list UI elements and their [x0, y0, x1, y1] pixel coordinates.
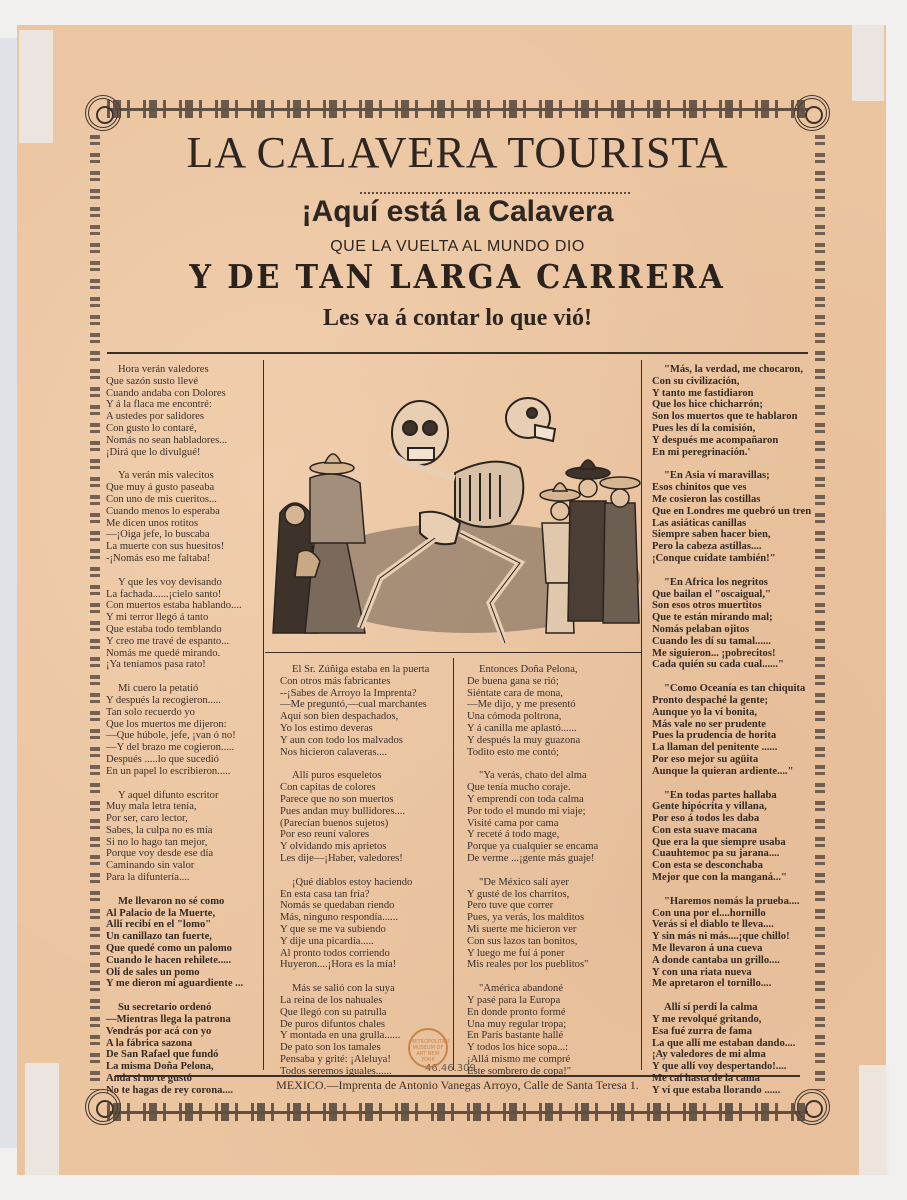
verse-stanza: "En Asia ví maravillas; Esos chinitos que ves Me cosieron las costillas Que en Londres me quebró un tren Las asiáticas canillas Siempre saben hacer bien, Pero la cabeza astillas.... ¡Conque cuídate también!"	[652, 470, 812, 564]
verse-stanza: "De México salí ayer Y gusté de los charritos, Pero tuve que correr Pues, ya verás, los malditos Mi suerte me hicieron ver Con sus lazos tan bonitos, Y luego me fuí á poner Mis reales por los pueblitos"	[467, 876, 589, 971]
ornament-border-left	[90, 135, 100, 1090]
verse-stanza: Allí sí perdí la calma Y me revolqué gritando, Esa fué zurra de fama La que allí me estaban dando.... ¡Ay valedores de mi alma Y que allí voy despertando!.... Me caí hasta de la cama Y ví que estaba llorando ......	[652, 1002, 796, 1096]
dancing-skeleton-icon	[270, 363, 642, 648]
verse-stanza: Allí puros esqueletos Con capitas de colores Parece que no son muertos Pues andan muy bullidores.... (Parecían buenos sujetos) Por eso reuní valores Y olvidando mis aprietos Les dije—¡Haber, valedores!	[280, 770, 406, 864]
verse-stanza: "América abandoné Y pasé para la Europa En donde pronto formé Una muy regular tropa; En París bastante hallé Y todos los hice sopa...: ¡Allá mismo me compré Este sombrero de copa!"	[467, 983, 572, 1077]
verse-column-right	[652, 364, 827, 1109]
illustration-baseline	[265, 652, 641, 653]
verse-stanza: "Ya verás, chato del alma Que tenía mucho coraje. Y emprendí con toda calma Por todo el mundo mi viaje; Visité cama por cama Y receté á todo mage, Porque ya cualquier se encama De verme ...¡gente más guaje!	[467, 770, 599, 864]
verse-stanza: "En Africa los negritos Que bailan el "oscaigual," Son esos otros muertitos Que te están mirando mal; Nomás pelaban ojitos Cuando les dí su tamal...... Me siguieron... ¡pobrecitos! Cada quién su cada cual......"	[652, 576, 784, 671]
verse-stanza: Y que les voy devisando La fachada......¡cielo santo! Con muertos estaba hablando.... Y mi terror llegó á tanto Que estaba todo temblando Y creo me travé de espanto... Nomás me quedé mirando. ¡Ya teníamos pasa rato!	[106, 576, 242, 671]
verse-stanza: "Como Oceanía es tan chiquita Pronto despaché la gente; Aunque yo la ví bonita, Más vale no ser prudente Pues la prudencia de horita La llaman del penitente ...... Por eso mejor su agüita Aunque la quieran ardiente...."	[652, 683, 806, 777]
subtitle-line-3: Y DE TAN LARGA CARRERA	[189, 257, 726, 296]
museum-stamp: METROPOLITAN MUSEUM OF ART NEW YORK	[408, 1028, 448, 1068]
verse-stanza: Mi cuero la petatió Y después la recogieron..... Tan solo recuerdo yo Que los muertos me dijeron: —Que húbole, jefe, ¡van ó no! —Y del brazo me cogieron..... Después .....lo que sucedió En un papel lo escribieron.....	[106, 683, 236, 777]
verse-column-left	[106, 364, 271, 1109]
broadside-title: LA CALAVERA TOURISTA	[186, 128, 729, 177]
verse-stanza: Ya verán mis valecitos Que muy á gusto paseaba Con uno de mis cueritos... Cuando menos lo esperaba Me dicen unos rotitos —¡Oiga jefe, lo buscaba La muerte con sus huesitos! -¡Nomás eso me faltaba!	[106, 470, 225, 564]
tape-bottom-right	[859, 1065, 889, 1175]
verse-stanza: Entonces Doña Pelona, De buena gana se rió; Siéntate cara de mona, —Me dijo, y me presentó Una cómoda poltrona, Y á canilla me aplastó...... Y después la muy guazona Todito esto me contó;	[467, 664, 581, 758]
header-divider	[107, 352, 808, 354]
verse-stanza: Me llevaron no sé como Al Palacio de la Muerte, Allí recibí en el "lomo" Un canillazo tan fuerte, Que quedé como un palomo Cuando le hacen rehilete..... Olí de sales un pomo Y me dieron mi aguardiente ...	[106, 895, 244, 990]
verse-stanza: "Haremos nomás la prueba.... Con una por el....hornillo Verás si el diablo te lleva.... Y sin más ni más....¡que chillo! Me llevaron á una cueva A donde cantaba un grillo.... Y con una riata nueva Me apretaron el tornillo....	[652, 895, 800, 990]
verse-stanza: Más se salió con la suya La reina de los nahuales Que llegó con su patrulla De puros difuntos chales Y montada en una grulla...... De pato son los tamales Pensaba y grité: ¡Aleluya! Todos seremos iguales......	[280, 983, 401, 1077]
verse-stanza: "Más, la verdad, me chocaron, Con su civilización, Y tanto me fastidiaron Que los hice chicharrón; Son los muertos que te hablaron Pues les dí la comisión, Y después me acompañaron En mi peregrinación.'	[652, 364, 803, 458]
subtitle-line-1: ¡Aquí está la Calavera	[301, 195, 614, 228]
background-wall	[0, 38, 18, 1148]
accession-number: 46.46.309	[425, 1063, 476, 1074]
tape-bottom-left	[25, 1063, 59, 1175]
verse-column-center-right	[467, 664, 647, 1090]
verse-stanza: Hora verán valedores Que sazón susto llevé Cuando andaba con Dolores Y á la flaca me encontré: A ustedes por salidores Con gusto lo contaré, Nomás no sean habladores... ¡Dirá que lo divulgué!	[106, 364, 228, 458]
verse-stanza: ¡Qué diablos estoy haciendo En esta casa tan fría? Nomás se quedaban riendo Más, ninguno respondía...... Y que se me va subiendo Y dije una picardía..... Al pronto todos corriendo Huyeron....¡Hora es la mía!	[280, 876, 413, 971]
subtitle-line-2: QUE LA VUELTA AL MUNDO DIO	[330, 238, 585, 255]
tape-top-right	[852, 25, 884, 101]
verse-column-center-left	[280, 664, 460, 1090]
verse-stanza: El Sr. Zúñiga estaba en la puerta Con otros más fabricantes --¡Sabes de Arroyo la Imprenta? —Me preguntó,—cual marchantes Aquí son bien despachados, Yo los estimo deveras Y aun con todo los malvados Nos hicieron calaveras....	[280, 664, 430, 758]
verse-stanza: Su secretario ordenó —Mientras llega la patrona Vendrás por acá con yo A la fábrica sazona De San Rafael que fundó La misma Doña Pelona, Anda si no te gustó No te hagas de rey corona....	[106, 1002, 234, 1096]
verse-stanza: "En todas partes hallaba Gente hipócrita y villana, Por eso á todos les daba Con esta suave macana Que era la que siempre usaba Cuauhtemoc pa su jarana.... Con esta se desconchaba Mejor que con la manganá..."	[652, 789, 787, 884]
printer-imprint: MEXICO.—Imprenta de Antonio Vanegas Arroyo, Calle de Santa Teresa 1.	[276, 1078, 639, 1092]
woodcut-illustration	[270, 363, 642, 648]
tape-top-left	[19, 30, 53, 143]
ornament-border-top	[107, 100, 808, 118]
verse-stanza: Y aquel difunto escritor Muy mala letra tenía, Por ser, caro lector, Sabes, la culpa no es mía Si no lo hago tan mejor, Porque voy desde ese día Caminando sin valor Para la difuntería....	[106, 789, 219, 884]
subtitle-line-4: Les va á contar lo que vió!	[323, 305, 592, 331]
